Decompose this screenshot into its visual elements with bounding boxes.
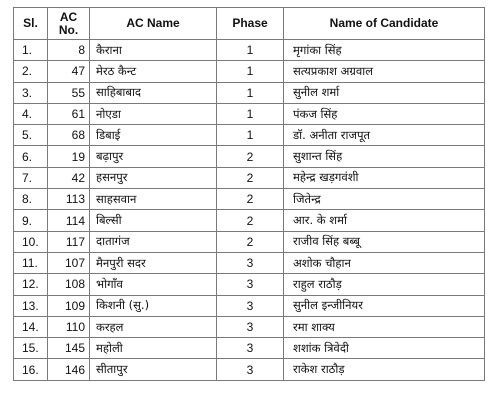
cell-phase: 1 xyxy=(217,125,284,146)
cell-candidate: राजीव सिंह बब्बू xyxy=(284,231,485,252)
cell-phase: 2 xyxy=(217,167,284,188)
cell-phase: 1 xyxy=(217,103,284,124)
cell-ac-no: 8 xyxy=(48,40,90,61)
cell-phase: 3 xyxy=(217,295,284,316)
cell-ac-no: 61 xyxy=(48,103,90,124)
table-row xyxy=(14,146,485,167)
cell-phase: 2 xyxy=(217,146,284,167)
cell-ac-no: 109 xyxy=(48,295,90,316)
cell-candidate: सुशान्त सिंह xyxy=(284,146,485,167)
cell-phase: 1 xyxy=(217,61,284,82)
cell-phase: 1 xyxy=(217,82,284,103)
cell-candidate: शशांक त्रिवेदी xyxy=(284,338,485,359)
cell-ac-no: 110 xyxy=(48,316,90,337)
header-candidate: Name of Candidate xyxy=(284,8,485,40)
cell-ac-no: 68 xyxy=(48,125,90,146)
cell-ac-name: करहल xyxy=(90,316,217,337)
cell-candidate: राहुल राठौड़ xyxy=(284,274,485,295)
cell-ac-name: साहिबाबाद xyxy=(90,82,217,103)
cell-sl: 16. xyxy=(14,359,48,380)
table-row xyxy=(14,210,485,231)
cell-ac-name: महोली xyxy=(90,338,217,359)
table-row xyxy=(14,125,485,146)
cell-ac-name: हसनपुर xyxy=(90,167,217,188)
cell-ac-name: किशनी (सु.) xyxy=(90,295,217,316)
cell-sl: 2. xyxy=(14,61,48,82)
cell-candidate: सुनील शर्मा xyxy=(284,82,485,103)
table-row xyxy=(14,274,485,295)
header-phase: Phase xyxy=(217,8,284,40)
table-row xyxy=(14,167,485,188)
cell-phase: 1 xyxy=(217,40,284,61)
cell-phase: 3 xyxy=(217,316,284,337)
header-row xyxy=(14,8,485,40)
cell-candidate: जितेन्द्र xyxy=(284,189,485,210)
table-row xyxy=(14,316,485,337)
table-row xyxy=(14,231,485,252)
table-body xyxy=(14,40,485,381)
cell-ac-name: मैनपुरी सदर xyxy=(90,252,217,273)
cell-ac-no: 108 xyxy=(48,274,90,295)
cell-candidate: अशोक चौहान xyxy=(284,252,485,273)
cell-candidate: डॉ. अनीता राजपूत xyxy=(284,125,485,146)
table-row xyxy=(14,338,485,359)
table-row xyxy=(14,359,485,380)
table-row xyxy=(14,82,485,103)
cell-sl: 12. xyxy=(14,274,48,295)
cell-candidate: आर. के शर्मा xyxy=(284,210,485,231)
cell-sl: 13. xyxy=(14,295,48,316)
cell-ac-no: 47 xyxy=(48,61,90,82)
cell-candidate: राकेश राठौड़ xyxy=(284,359,485,380)
cell-ac-no: 145 xyxy=(48,338,90,359)
cell-ac-name: बिल्सी xyxy=(90,210,217,231)
header-ac-name: AC Name xyxy=(90,8,217,40)
cell-sl: 14. xyxy=(14,316,48,337)
cell-ac-no: 117 xyxy=(48,231,90,252)
header-sl: Sl. xyxy=(14,8,48,40)
cell-sl: 10. xyxy=(14,231,48,252)
cell-ac-no: 114 xyxy=(48,210,90,231)
cell-ac-name: भोगाँव xyxy=(90,274,217,295)
cell-ac-name: बढ़ापुर xyxy=(90,146,217,167)
cell-candidate: मृगांका सिंह xyxy=(284,40,485,61)
cell-sl: 15. xyxy=(14,338,48,359)
cell-candidate: पंकज सिंह xyxy=(284,103,485,124)
cell-ac-name: मेरठ कैन्ट xyxy=(90,61,217,82)
table-row xyxy=(14,252,485,273)
cell-ac-name: नोएडा xyxy=(90,103,217,124)
cell-ac-no: 146 xyxy=(48,359,90,380)
cell-phase: 2 xyxy=(217,231,284,252)
cell-candidate: सुनील इन्जीनियर xyxy=(284,295,485,316)
cell-ac-no: 55 xyxy=(48,82,90,103)
cell-candidate: रमा शाक्य xyxy=(284,316,485,337)
cell-sl: 8. xyxy=(14,189,48,210)
cell-candidate: सत्यप्रकाश अग्रवाल xyxy=(284,61,485,82)
cell-phase: 3 xyxy=(217,359,284,380)
cell-candidate: महेन्द्र खड़गवंशी xyxy=(284,167,485,188)
cell-phase: 2 xyxy=(217,210,284,231)
cell-sl: 4. xyxy=(14,103,48,124)
cell-phase: 3 xyxy=(217,252,284,273)
cell-ac-name: साहसवान xyxy=(90,189,217,210)
table-row xyxy=(14,103,485,124)
cell-sl: 9. xyxy=(14,210,48,231)
cell-ac-name: सीतापुर xyxy=(90,359,217,380)
cell-sl: 7. xyxy=(14,167,48,188)
header-ac-no: AC No. xyxy=(48,8,90,40)
cell-sl: 6. xyxy=(14,146,48,167)
cell-ac-name: कैराना xyxy=(90,40,217,61)
table-row xyxy=(14,295,485,316)
cell-phase: 3 xyxy=(217,338,284,359)
cell-ac-no: 42 xyxy=(48,167,90,188)
candidate-table xyxy=(13,7,485,381)
cell-phase: 2 xyxy=(217,189,284,210)
cell-ac-name: दातागंज xyxy=(90,231,217,252)
cell-ac-no: 19 xyxy=(48,146,90,167)
cell-sl: 1. xyxy=(14,40,48,61)
cell-sl: 11. xyxy=(14,252,48,273)
cell-sl: 5. xyxy=(14,125,48,146)
cell-sl: 3. xyxy=(14,82,48,103)
table-row xyxy=(14,189,485,210)
table-row xyxy=(14,61,485,82)
cell-phase: 3 xyxy=(217,274,284,295)
table-row xyxy=(14,40,485,61)
cell-ac-no: 107 xyxy=(48,252,90,273)
cell-ac-no: 113 xyxy=(48,189,90,210)
cell-ac-name: डिबाई xyxy=(90,125,217,146)
